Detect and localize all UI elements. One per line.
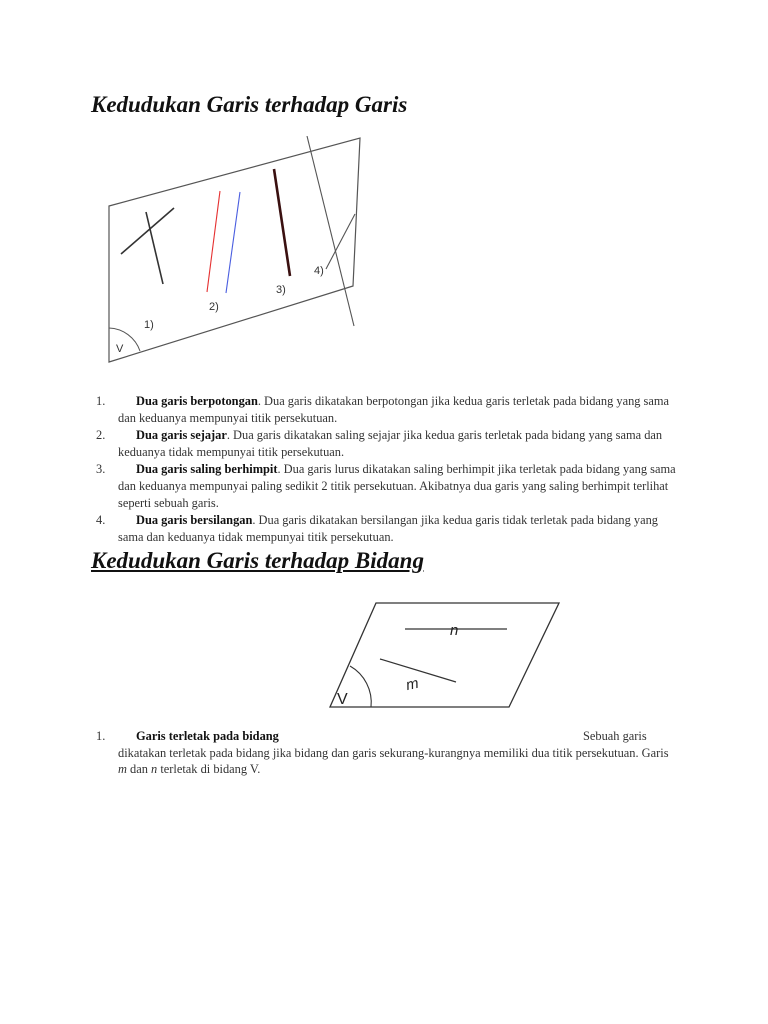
label-case-3: 3) bbox=[276, 284, 286, 296]
line-label-m: m bbox=[404, 674, 421, 695]
plane-v-outline bbox=[330, 603, 559, 707]
list-item-term: Dua garis saling berhimpit bbox=[136, 462, 278, 477]
list-item-term: Dua garis bersilangan bbox=[136, 513, 253, 528]
figure-line-positions bbox=[104, 136, 366, 368]
list-item bbox=[96, 393, 676, 426]
coincident-lines bbox=[274, 169, 290, 276]
list-item bbox=[96, 461, 676, 511]
section-title-garis-bidang: Kedudukan Garis terhadap Bidang bbox=[91, 548, 424, 573]
variable-m: m bbox=[118, 762, 127, 777]
list-item-term: Dua garis berpotongan bbox=[136, 394, 258, 408]
list-item-number: 2. bbox=[96, 428, 106, 443]
parallel-line-red bbox=[207, 191, 220, 292]
plane-angle-arc bbox=[350, 666, 371, 707]
plane-label-v: V bbox=[337, 691, 348, 708]
figure-line-in-plane bbox=[326, 600, 562, 712]
list-item bbox=[96, 728, 676, 778]
variable-n: n bbox=[151, 762, 158, 777]
list-item-number: 1. bbox=[96, 729, 106, 743]
list-item bbox=[96, 427, 676, 460]
list-item-text: Sebuah garis dikatakan terletak pada bidang jika bidang dan garis sekurang-kurangnya memiliki dua titik persekutuan. Garis bbox=[118, 729, 669, 760]
list-item-number: 1. bbox=[96, 394, 106, 408]
list-item-text: terletak di bidang V. bbox=[157, 762, 261, 777]
list-item-term: Dua garis sejajar bbox=[136, 428, 227, 443]
skew-line-a bbox=[307, 136, 354, 326]
list-item-number: 3. bbox=[96, 462, 106, 477]
list-item-text: . Dua garis lurus dikatakan saling berhimpit jika terletak pada bidang yang sama dan keduanya mempunyai paling sedikit 2 titik persekutuan. Akibatnya dua garis yang saling berhimpit terlihat seperti sebuah garis. bbox=[118, 462, 676, 510]
line-label-n: n bbox=[450, 622, 459, 639]
list-item-text: dan bbox=[126, 762, 152, 777]
label-case-1: 1) bbox=[144, 319, 154, 331]
figure-line-in-plane-svg bbox=[326, 600, 562, 712]
list-item-term: Garis terletak pada bidang bbox=[136, 729, 279, 743]
line-m bbox=[380, 659, 456, 682]
figure-line-positions-svg bbox=[104, 136, 366, 368]
label-case-2: 2) bbox=[209, 301, 219, 313]
parallel-line-blue bbox=[226, 192, 240, 293]
line-line-list bbox=[96, 393, 676, 546]
intersecting-line-b bbox=[146, 212, 163, 284]
list-item-text: . Dua garis dikatakan berpotongan jika kedua garis terletak pada bidang yang sama dan keduanya mempunyai titik persekutuan. bbox=[118, 394, 670, 425]
list-item-text: . Dua garis dikatakan saling sejajar jika kedua garis terletak pada bidang yang sama dan keduanya tidak mempunyai titik persekutuan. bbox=[118, 428, 663, 459]
section-title-garis-garis: Kedudukan Garis terhadap Garis bbox=[91, 92, 408, 117]
list-item-text: . Dua garis dikatakan bersilangan jika kedua garis tidak terletak pada bidang yang sama dan keduanya tidak mempunyai titik persekutuan. bbox=[118, 513, 659, 544]
list-item-number: 4. bbox=[96, 513, 106, 528]
label-case-4: 4) bbox=[314, 265, 324, 277]
plane-angle-arc bbox=[109, 328, 140, 351]
skew-line-b bbox=[326, 214, 355, 269]
list-item bbox=[96, 512, 676, 545]
plane-label-v: V bbox=[116, 343, 124, 355]
line-plane-list bbox=[96, 728, 676, 779]
